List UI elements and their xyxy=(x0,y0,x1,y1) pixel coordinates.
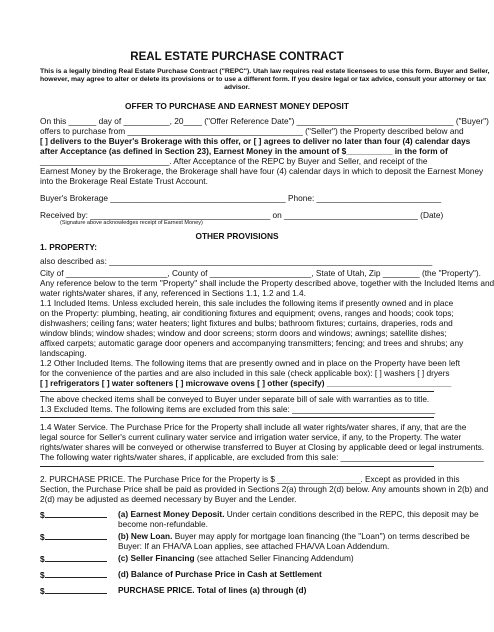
offer-heading: OFFER TO PURCHASE AND EARNEST MONEY DEPOSIT xyxy=(125,101,349,111)
offer-line-5: ____________________________. After Acceptance of the REPC by Buyer and Seller, and receipt of the xyxy=(40,156,428,166)
included-line-2: on the Property: plumbing, heating, air conditioning fixtures and equipment; ovens, ranges and hoods; cook tops; xyxy=(40,308,454,318)
other-provisions-heading: OTHER PROVISIONS xyxy=(195,231,279,241)
amount-c: $ xyxy=(40,553,107,564)
water-line-4: The following water rights/water shares, if applicable, are excluded from this sale: _______________________________ xyxy=(40,452,484,462)
price-item-c: (c) Seller Financing (see attached Seller Financing Addendum) xyxy=(118,553,354,563)
offer-line-6: Earnest Money by the Brokerage, the Brokerage shall have four (4) calendar days in which to deposit the Earnest Money xyxy=(40,166,484,176)
signature-note: (Signature above acknowledges receipt of Earnest Money) xyxy=(60,220,203,226)
water-line-3: rights/water shares will be conveyed or otherwise transferred to Buyer at Closing by applicable deed or legal instruments. xyxy=(40,442,485,452)
included-line-1: 1.1 Included Items. Unless excluded herein, this sale includes the following items if presently owned and in place xyxy=(40,298,454,308)
page-title: REAL ESTATE PURCHASE CONTRACT xyxy=(130,51,344,63)
price-item-total: PURCHASE PRICE. Total of lines (a) through (d) xyxy=(118,585,307,595)
other-included-line-1: 1.2 Other Included Items. The following items that are presently owned and in place on the Property have been left xyxy=(40,358,461,368)
divider xyxy=(40,466,434,467)
included-line-4: window blinds; window shades; window and door screens; storm doors and windows; awnings; satellite dishes; xyxy=(40,328,447,338)
offer-line-7: into the Brokerage Real Estate Trust Account. xyxy=(40,176,208,186)
amount-total: $ xyxy=(40,585,107,596)
price-item-b-sub: Buyer: If an FHA/VA Loan applies, see attached FHA/VA Loan Addendum. xyxy=(118,541,390,551)
price-item-a: (a) Earnest Money Deposit. Under certain conditions described in the REPC, this deposit may be xyxy=(118,509,479,519)
price-line-1: 2. PURCHASE PRICE. The Purchase Price for the Property is $ __________________. Except as provided in this xyxy=(40,474,460,484)
amount-b: $ xyxy=(40,531,107,542)
received-line: Received by: _______________________________________ on _____________________________ (Date) xyxy=(40,210,444,220)
property-line-4: water rights/water shares, if any, referenced in Sections 1.1, 1.2 and 1.4. xyxy=(40,288,306,298)
included-line-5: affixed carpets; automatic garage door openers and accompanying transmitters; fencing; and trees and shrubs; any xyxy=(40,338,464,348)
other-included-line-3: [ ] refrigerators [ ] water softeners [ ] microwave ovens [ ] other (specify) ___________________________ xyxy=(40,378,452,388)
excluded-line: 1.3 Excluded Items. The following items are excluded from this sale: _______________________________ xyxy=(40,404,436,414)
amount-d: $ xyxy=(40,569,107,580)
intro-line-3: advisor. xyxy=(224,84,250,91)
intro-line-1: This is a legally binding Real Estate Purchase Contract ("REPC"). Utah law requires real estate licensees to use this form. Buyer and Seller, xyxy=(40,68,490,75)
price-line-2: Section, the Purchase Price shall be paid as provided in Sections 2(a) through 2(d) below. Any amounts shown in 2(b) and xyxy=(40,484,489,494)
water-line-1: 1.4 Water Service. The Purchase Price for the Property shall include all water rights/water shares, if any, that are the xyxy=(40,422,467,432)
divider xyxy=(40,417,434,418)
offer-line-3: [ ] delivers to the Buyer's Brokerage with this offer, or [ ] agrees to deliver no later than four (4) calendar days xyxy=(40,136,471,146)
price-item-a-sub: become non-refundable. xyxy=(118,519,208,529)
offer-line-4: after Acceptance (as defined in Section 23), Earnest Money in the amount of $__________ in the form of xyxy=(40,146,448,156)
property-line-1: also described as: ______________________________________________________________________ xyxy=(40,256,433,266)
property-line-2: City of ______________________, County of ______________________, State of Utah, Zip ________ (the "Property"). xyxy=(40,268,481,278)
chattels-line: The above checked items shall be conveyed to Buyer under separate bill of sale with warranties as to title. xyxy=(40,394,430,404)
price-line-3: 2(d) may be adjusted as deemed necessary by Buyer and the Lender. xyxy=(40,494,297,504)
included-line-6: landscaping. xyxy=(40,348,87,358)
divider xyxy=(40,391,434,392)
amount-a: $ xyxy=(40,509,107,520)
price-item-b: (b) New Loan. Buyer may apply for mortgage loan financing (the "Loan") on terms described be xyxy=(118,531,470,541)
other-included-line-2: for the convenience of the parties and are also included in this sale (check applicable box): [ ] washers [ ] dryers xyxy=(40,368,450,378)
offer-line-1: On this ______ day of __________, 20____ ("Offer Reference Date") __________________________________ ("Buyer") xyxy=(40,116,489,126)
property-label: 1. PROPERTY: xyxy=(40,242,98,252)
included-line-3: dishwashers; ceiling fans; water heaters; light fixtures and bulbs; bathroom fixtures; curtains, draperies, rods and xyxy=(40,318,453,328)
water-line-2: legal source for Seller's current culinary water service and irrigation water service, if any, to the Property. The water xyxy=(40,432,462,442)
offer-line-2: offers to purchase from ______________________________________ ("Seller") the Property described below and xyxy=(40,126,464,136)
price-item-d: (d) Balance of Purchase Price in Cash at Settlement xyxy=(118,569,322,579)
intro-line-2: however, may agree to alter or delete its provisions or to use a different form. If you desire legal or tax advice, consult your attorney or tax xyxy=(40,76,487,83)
property-line-3: Any reference below to the term "Property" shall include the Property described above, together with the Included Items and xyxy=(40,278,494,288)
brokerage-line: Buyer's Brokerage ______________________________________ Phone: ___________________________ xyxy=(40,193,442,203)
